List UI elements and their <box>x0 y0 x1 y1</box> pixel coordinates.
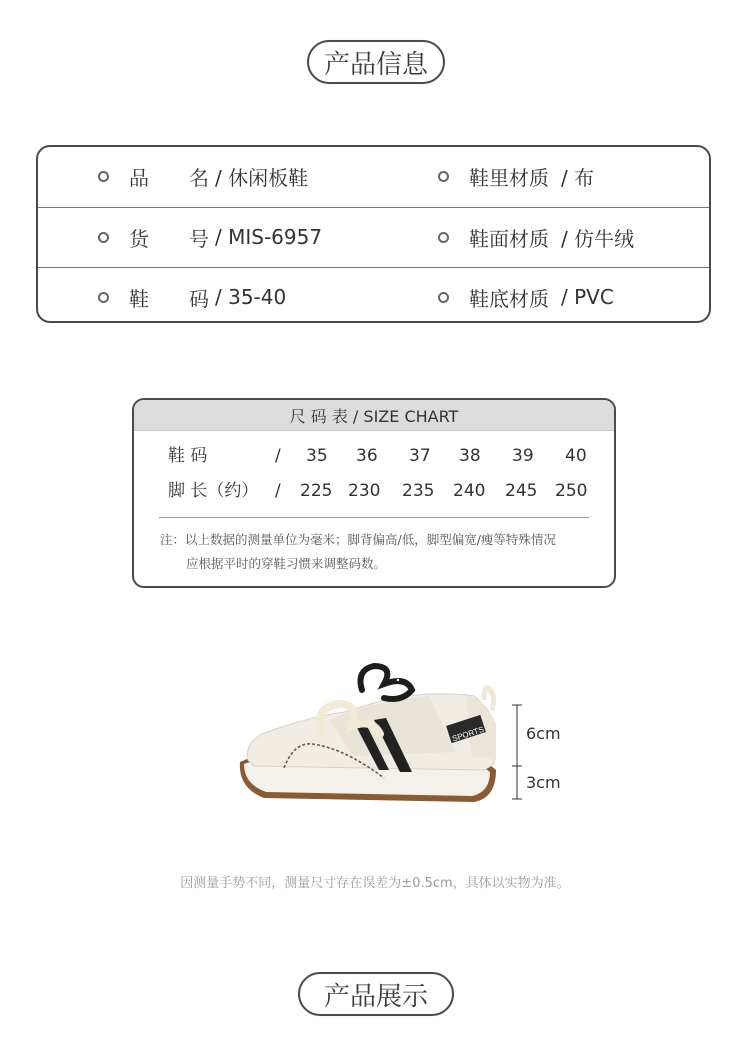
info-value: / 35-40 <box>215 285 287 309</box>
section-title-product-info: 产品信息 <box>307 40 445 84</box>
row-slash: / <box>275 481 281 501</box>
length-cell: 245 <box>505 481 538 501</box>
bullet-icon <box>438 232 449 243</box>
measurement-disclaimer: 因测量手势不同，测量尺寸存在误差为±0.5cm，具体以实物为准。 <box>180 876 570 891</box>
info-value: / MIS-6957 <box>215 225 323 249</box>
info-value: / 布 <box>561 165 595 190</box>
bullet-icon <box>98 292 109 303</box>
info-row <box>38 267 709 327</box>
length-cell: 230 <box>348 481 381 501</box>
size-cell: 38 <box>459 446 481 466</box>
size-row-foot-length <box>134 477 614 505</box>
row-label: 脚 长（约） <box>168 481 259 501</box>
info-row <box>38 147 709 206</box>
info-cell <box>438 268 614 326</box>
size-chart-header: 尺 码 表 / SIZE CHART <box>134 400 614 431</box>
length-cell: 235 <box>402 481 435 501</box>
size-cell: 39 <box>512 446 534 466</box>
section-title-product-display: 产品展示 <box>298 972 454 1016</box>
info-label: 鞋面材质 <box>469 226 549 251</box>
product-info-table <box>36 145 711 323</box>
info-cell <box>438 208 634 266</box>
note-line: 注：以上数据的测量单位为毫米；脚背偏高/低，脚型偏宽/瘦等特殊情况 <box>160 532 556 547</box>
info-label: 鞋里材质 <box>469 165 549 190</box>
size-cell: 37 <box>409 446 431 466</box>
row-slash: / <box>275 446 281 466</box>
upper-height-label: 6cm <box>526 724 561 743</box>
row-label: 鞋 码 <box>168 446 208 466</box>
note-line: 应根据平时的穿鞋习惯来调整码数。 <box>186 556 387 571</box>
info-label: 品 名 <box>129 165 209 190</box>
size-cell: 35 <box>306 446 328 466</box>
bullet-icon <box>98 171 109 182</box>
info-row <box>38 207 709 267</box>
info-cell <box>98 147 308 205</box>
height-measure <box>512 704 592 800</box>
info-value: / 仿牛绒 <box>561 226 635 251</box>
info-cell <box>438 147 594 205</box>
length-cell: 250 <box>555 481 588 501</box>
shoe-image <box>234 660 504 810</box>
info-value: / PVC <box>561 285 614 309</box>
size-note <box>160 528 600 576</box>
length-cell: 240 <box>453 481 486 501</box>
shoe-tag-text: SPORTS <box>451 724 486 744</box>
sole-height-label: 3cm <box>526 773 561 792</box>
info-value: / 休闲板鞋 <box>215 165 309 190</box>
bullet-icon <box>438 292 449 303</box>
info-cell <box>98 268 286 326</box>
info-cell <box>98 208 322 266</box>
size-cell: 36 <box>356 446 378 466</box>
info-label: 鞋 码 <box>129 286 209 311</box>
size-cell: 40 <box>565 446 587 466</box>
measure-bracket-icon <box>512 704 526 800</box>
sneaker-illustration <box>234 660 504 810</box>
size-chart <box>132 398 616 588</box>
info-label: 货 号 <box>129 226 209 251</box>
divider <box>159 517 589 518</box>
bullet-icon <box>438 171 449 182</box>
size-row-shoe-size <box>134 442 614 470</box>
info-label: 鞋底材质 <box>469 286 549 311</box>
bullet-icon <box>98 232 109 243</box>
length-cell: 225 <box>300 481 333 501</box>
